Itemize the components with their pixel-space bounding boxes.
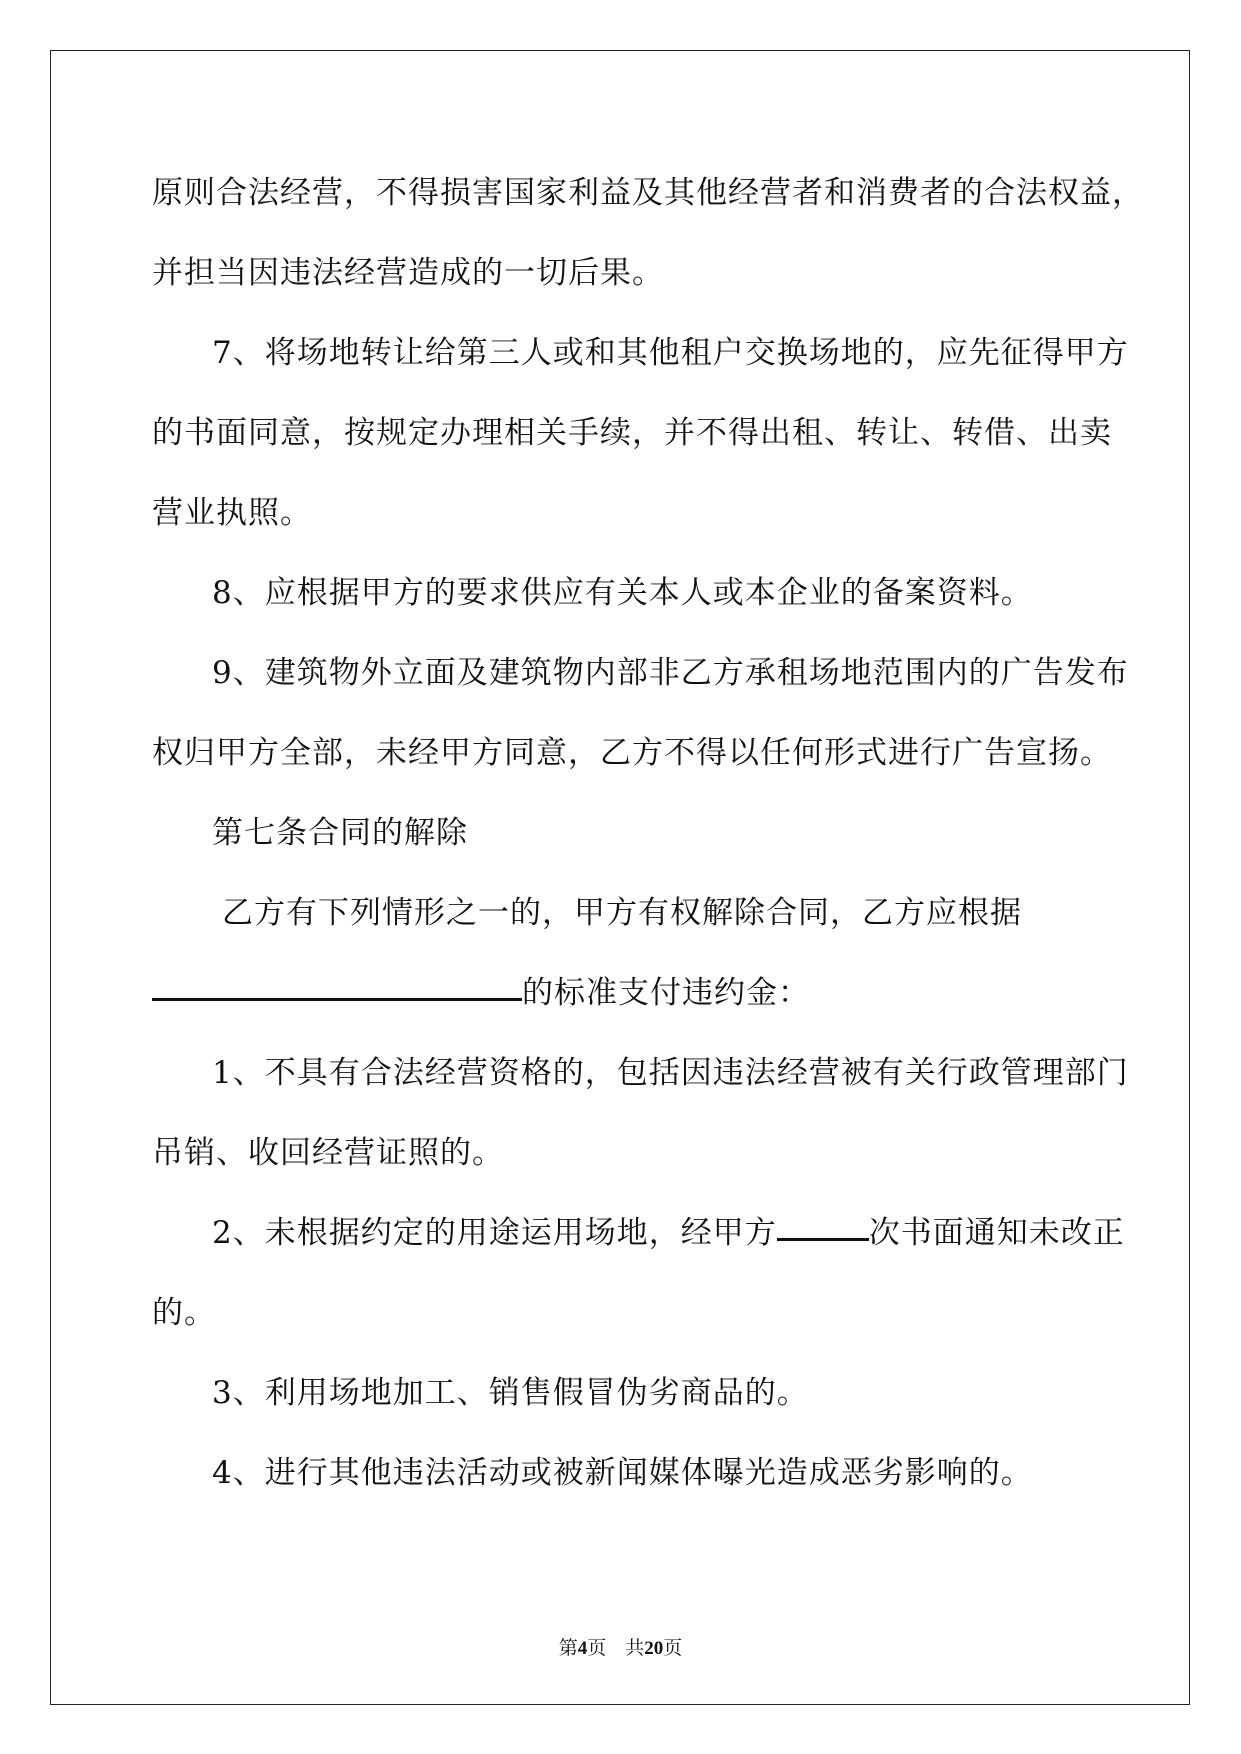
- clause-8-line: 8、应根据甲方的要求供应有关本人或本企业的备案资料。: [212, 575, 1033, 611]
- page-number: 第4页: [558, 1638, 607, 1659]
- fill-in-blank: [152, 998, 522, 1001]
- body-text: 2、未根据约定的用途运用场地，经甲方: [212, 1215, 777, 1251]
- page-total: 共20页: [625, 1638, 683, 1659]
- page-footer: [0, 1637, 1241, 1661]
- body-line: 权归甲方全部，未经甲方同意，乙方不得以任何形式进行广告宣扬。: [152, 735, 1112, 771]
- body-line: 原则合法经营，不得损害国家利益及其他经营者和消费者的合法权益，: [152, 175, 1144, 211]
- section-heading: 第七条合同的解除: [212, 815, 468, 851]
- body-line: 吊销、收回经营证照的。: [152, 1135, 504, 1171]
- body-line: 的。: [152, 1295, 216, 1331]
- body-text: 的标准支付违约金：: [522, 975, 810, 1011]
- fill-in-blank: [777, 1238, 869, 1241]
- clause-2-line: [212, 1213, 1152, 1253]
- clause-3-line: 3、利用场地加工、销售假冒伪劣商品的。: [212, 1375, 809, 1411]
- body-line: 乙方有下列情形之一的，甲方有权解除合同，乙方应根据: [222, 895, 1022, 931]
- body-line: 营业执照。: [152, 495, 312, 531]
- clause-1-line: 1、不具有合法经营资格的，包括因违法经营被有关行政管理部门: [212, 1055, 1129, 1091]
- body-text: 次书面通知未改正: [868, 1215, 1125, 1251]
- clause-4-line: 4、进行其他违法活动或被新闻媒体曝光造成恶劣影响的。: [212, 1455, 1033, 1491]
- clause-9-line: 9、建筑物外立面及建筑物内部非乙方承租场地范围内的广告发布: [212, 655, 1129, 691]
- clause-7-line: 7、将场地转让给第三人或和其他租户交换场地的，应先征得甲方: [212, 335, 1129, 371]
- body-line-with-blank: [152, 973, 1092, 1013]
- body-line: 并担当因违法经营造成的一切后果。: [152, 255, 664, 291]
- body-line: 的书面同意，按规定办理相关手续，并不得出租、转让、转借、出卖: [152, 415, 1112, 451]
